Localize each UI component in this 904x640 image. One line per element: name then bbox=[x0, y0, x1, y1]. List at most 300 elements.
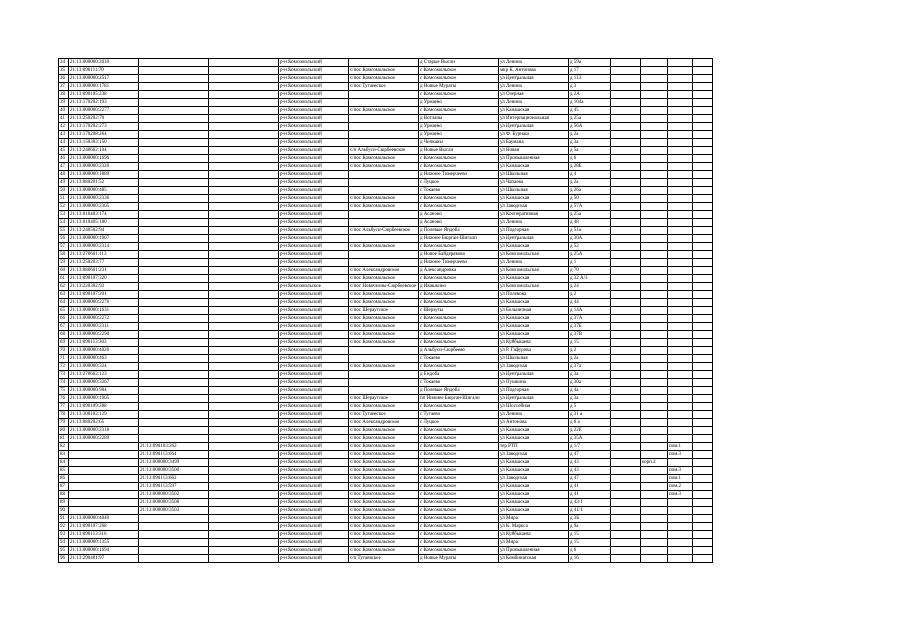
street-cell: ул Чапаева bbox=[499, 179, 569, 187]
street-cell: ул Канашская bbox=[499, 499, 569, 507]
building-cell bbox=[611, 507, 641, 515]
district-cell: р-н Комсомольский bbox=[279, 211, 349, 219]
settlement-cell: с/пос Комсомольское bbox=[349, 315, 419, 323]
district-cell: р-н Комсомольский bbox=[279, 515, 349, 523]
district-cell: р-н Комсомольский bbox=[279, 443, 349, 451]
building-cell bbox=[611, 187, 641, 195]
row-number-cell: 93 bbox=[59, 531, 69, 539]
row-number-cell: 49 bbox=[59, 179, 69, 187]
row-number-cell: 70 bbox=[59, 347, 69, 355]
premises-cadastral-cell bbox=[139, 195, 209, 203]
cadastral-number-cell: 21:13:270601:113 bbox=[69, 251, 139, 259]
house-cell: д 41 bbox=[569, 491, 611, 499]
empty-cell bbox=[209, 371, 279, 379]
apartment-cell bbox=[668, 315, 693, 323]
settlement-cell: с/пос Комсомольское bbox=[349, 331, 419, 339]
street-cell: ул Озерная bbox=[499, 91, 569, 99]
cadastral-number-cell: 21:13:000000:324 bbox=[69, 363, 139, 371]
building-cell bbox=[611, 139, 641, 147]
empty-cell bbox=[209, 395, 279, 403]
row-number-cell: 45 bbox=[59, 147, 69, 155]
street-cell: ул Комсомольская bbox=[499, 283, 569, 291]
settlement-cell: с/пос Комсомольское bbox=[349, 339, 419, 347]
building-cell bbox=[611, 291, 641, 299]
apartment-cell: пом.3 bbox=[668, 451, 693, 459]
house-cell: д 15 bbox=[569, 531, 611, 539]
empty-cell bbox=[693, 163, 713, 171]
apartment-cell bbox=[668, 107, 693, 115]
block-cell bbox=[641, 507, 668, 515]
empty-cell bbox=[209, 451, 279, 459]
empty-cell bbox=[209, 483, 279, 491]
empty-cell bbox=[693, 107, 713, 115]
building-cell bbox=[611, 203, 641, 211]
settlement-cell bbox=[349, 259, 419, 267]
cadastral-number-cell: 21:13:000000:1694 bbox=[69, 547, 139, 555]
settlement-cell: с/пос Комсомольское bbox=[349, 515, 419, 523]
empty-cell bbox=[209, 171, 279, 179]
building-cell bbox=[611, 59, 641, 67]
cadastral-number-cell: 21:13:000000:1907 bbox=[69, 235, 139, 243]
table-row bbox=[59, 507, 713, 515]
settlement-cell bbox=[349, 139, 419, 147]
settlement-cell: с/пос Комсомольское bbox=[349, 523, 419, 531]
cadastral-number-cell: 21:13:000000:2277 bbox=[69, 107, 139, 115]
building-cell bbox=[611, 235, 641, 243]
row-number-cell: 57 bbox=[59, 243, 69, 251]
premises-cadastral-cell bbox=[139, 251, 209, 259]
cadastral-number-cell: 21:13:080202:65 bbox=[69, 419, 139, 427]
empty-cell bbox=[209, 323, 279, 331]
block-cell bbox=[641, 355, 668, 363]
row-number-cell: 50 bbox=[59, 187, 69, 195]
house-cell: д 51а bbox=[569, 227, 611, 235]
empty-cell bbox=[209, 155, 279, 163]
street-cell: ул Подгорная bbox=[499, 227, 569, 235]
locality-cell: с Комсомольское bbox=[419, 315, 499, 323]
table-row bbox=[59, 259, 713, 267]
premises-cadastral-cell bbox=[139, 91, 209, 99]
building-cell bbox=[611, 339, 641, 347]
block-cell bbox=[641, 115, 668, 123]
table-row bbox=[59, 379, 713, 387]
settlement-cell: с/пос Комсомольское bbox=[349, 507, 419, 515]
table-row bbox=[59, 163, 713, 171]
premises-cadastral-cell bbox=[139, 323, 209, 331]
settlement-cell: с/пос Комсомольское bbox=[349, 459, 419, 467]
empty-cell bbox=[209, 275, 279, 283]
street-cell: ул Ленина bbox=[499, 411, 569, 419]
street-cell: ул Центральная bbox=[499, 395, 569, 403]
apartment-cell bbox=[668, 403, 693, 411]
building-cell bbox=[611, 459, 641, 467]
locality-cell: с Комсомольское bbox=[419, 483, 499, 491]
settlement-cell bbox=[349, 347, 419, 355]
street-cell: ул Школьная bbox=[499, 171, 569, 179]
premises-cadastral-cell bbox=[139, 75, 209, 83]
cadastral-number-cell: 21:13:270602:123 bbox=[69, 371, 139, 379]
locality-cell: с Комсомольское bbox=[419, 155, 499, 163]
cadastral-number-cell: 21:13:000000:485 bbox=[69, 187, 139, 195]
building-cell bbox=[611, 363, 641, 371]
district-cell: р-н Комсомольский bbox=[279, 539, 349, 547]
building-cell bbox=[611, 275, 641, 283]
table-row bbox=[59, 307, 713, 315]
cadastral-number-cell: 21:13:090113:303 bbox=[69, 339, 139, 347]
locality-cell: д Ендоба bbox=[419, 371, 499, 379]
empty-cell bbox=[693, 523, 713, 531]
house-cell: д 16 bbox=[569, 555, 611, 563]
empty-cell bbox=[693, 459, 713, 467]
block-cell bbox=[641, 75, 668, 83]
premises-cadastral-cell bbox=[139, 371, 209, 379]
district-cell: р-н Комсомольский bbox=[279, 315, 349, 323]
locality-cell: д Новые Мураты bbox=[419, 555, 499, 563]
house-cell: д 57А bbox=[569, 203, 611, 211]
table-row bbox=[59, 555, 713, 563]
settlement-cell: с/пос Комсомольское bbox=[349, 291, 419, 299]
apartment-cell bbox=[668, 171, 693, 179]
house-cell: д 3а bbox=[569, 395, 611, 403]
row-number-cell: 35 bbox=[59, 67, 69, 75]
empty-cell bbox=[693, 339, 713, 347]
row-number-cell: 77 bbox=[59, 403, 69, 411]
row-number-cell: 81 bbox=[59, 435, 69, 443]
block-cell bbox=[641, 99, 668, 107]
apartment-cell bbox=[668, 227, 693, 235]
locality-cell: д Нижнее Бюрган-Шигали bbox=[419, 235, 499, 243]
empty-cell bbox=[693, 75, 713, 83]
block-cell bbox=[641, 91, 668, 99]
block-cell bbox=[641, 307, 668, 315]
settlement-cell: с/пос Александровское bbox=[349, 419, 419, 427]
cadastral-number-cell: 21:13:000000:2517 bbox=[69, 75, 139, 83]
street-cell: ул Антонова bbox=[499, 419, 569, 427]
cadastral-number-cell: 21:13:090107:320 bbox=[69, 275, 139, 283]
house-cell: д 43/1 bbox=[569, 499, 611, 507]
empty-cell bbox=[209, 331, 279, 339]
empty-cell bbox=[209, 435, 279, 443]
cadastral-number-cell bbox=[69, 491, 139, 499]
house-cell: д 48 bbox=[569, 219, 611, 227]
building-cell bbox=[611, 243, 641, 251]
locality-cell: д Новое Байдеряково bbox=[419, 251, 499, 259]
settlement-cell: с/пос Комсомольское bbox=[349, 483, 419, 491]
house-cell: д 15 bbox=[569, 539, 611, 547]
apartment-cell bbox=[668, 243, 693, 251]
house-cell: д 32 А/3 bbox=[569, 275, 611, 283]
building-cell bbox=[611, 547, 641, 555]
apartment-cell bbox=[668, 323, 693, 331]
settlement-cell: с/пос Александровское bbox=[349, 267, 419, 275]
empty-cell bbox=[693, 99, 713, 107]
street-cell: мкр К. Антонова bbox=[499, 67, 569, 75]
apartment-cell bbox=[668, 379, 693, 387]
district-cell: р-н Комсомольский bbox=[279, 547, 349, 555]
empty-cell bbox=[693, 203, 713, 211]
settlement-cell: с/пос Комсомольское bbox=[349, 451, 419, 459]
building-cell bbox=[611, 195, 641, 203]
apartment-cell bbox=[668, 267, 693, 275]
empty-cell bbox=[209, 227, 279, 235]
apartment-cell bbox=[668, 203, 693, 211]
locality-cell: с Комсомольское bbox=[419, 91, 499, 99]
street-cell: ул Канашская bbox=[499, 435, 569, 443]
empty-cell bbox=[693, 235, 713, 243]
district-cell: р-н Комсомольский bbox=[279, 331, 349, 339]
premises-cadastral-cell bbox=[139, 531, 209, 539]
apartment-cell bbox=[668, 371, 693, 379]
building-cell bbox=[611, 315, 641, 323]
empty-cell bbox=[209, 115, 279, 123]
house-cell: д 5а bbox=[569, 147, 611, 155]
empty-cell bbox=[693, 59, 713, 67]
table-row bbox=[59, 267, 713, 275]
settlement-cell bbox=[349, 219, 419, 227]
locality-cell: с Луцкое bbox=[419, 179, 499, 187]
house-cell: д 37а bbox=[569, 363, 611, 371]
cadastral-number-cell: 21:13:000000:2010 bbox=[69, 59, 139, 67]
locality-cell: д Новые Мураты bbox=[419, 83, 499, 91]
street-cell: ул К. Маркса bbox=[499, 523, 569, 531]
cadastral-number-cell: 21:13:000000:1905 bbox=[69, 395, 139, 403]
cadastral-number-cell: 21:13:170202:273 bbox=[69, 123, 139, 131]
locality-cell: с Комсомольское bbox=[419, 291, 499, 299]
row-number-cell: 73 bbox=[59, 371, 69, 379]
block-cell bbox=[641, 67, 668, 75]
locality-cell: с Комсомольское bbox=[419, 547, 499, 555]
block-cell bbox=[641, 475, 668, 483]
block-cell bbox=[641, 211, 668, 219]
house-cell: д 6 bbox=[569, 547, 611, 555]
row-number-cell: 43 bbox=[59, 131, 69, 139]
empty-cell bbox=[209, 459, 279, 467]
empty-cell bbox=[693, 443, 713, 451]
house-cell: д 43 bbox=[569, 467, 611, 475]
house-cell: д 104а bbox=[569, 99, 611, 107]
row-number-cell: 47 bbox=[59, 163, 69, 171]
row-number-cell: 63 bbox=[59, 291, 69, 299]
block-cell bbox=[641, 155, 668, 163]
district-cell: р-н Комсомольский bbox=[279, 227, 349, 235]
table-row bbox=[59, 483, 713, 491]
block-cell bbox=[641, 267, 668, 275]
empty-cell bbox=[693, 451, 713, 459]
house-cell: д 37В bbox=[569, 331, 611, 339]
building-cell bbox=[611, 403, 641, 411]
settlement-cell: с/пос Комсомольское bbox=[349, 107, 419, 115]
premises-cadastral-cell bbox=[139, 539, 209, 547]
empty-cell bbox=[693, 171, 713, 179]
row-number-cell: 91 bbox=[59, 515, 69, 523]
empty-cell bbox=[209, 243, 279, 251]
block-cell bbox=[641, 59, 668, 67]
cadastral-number-cell: 21:13:240602:104 bbox=[69, 147, 139, 155]
cadastral-number-cell: 21:13:000000:463 bbox=[69, 355, 139, 363]
street-cell: ул Р. Гафурова bbox=[499, 347, 569, 355]
settlement-cell: с/пос Комсомольское bbox=[349, 363, 419, 371]
street-cell: ул Интернациональная bbox=[499, 115, 569, 123]
house-cell: д 3а bbox=[569, 371, 611, 379]
settlement-cell bbox=[349, 131, 419, 139]
building-cell bbox=[611, 307, 641, 315]
empty-cell bbox=[209, 307, 279, 315]
empty-cell bbox=[209, 427, 279, 435]
locality-cell: д Полевые Яндоба bbox=[419, 387, 499, 395]
premises-cadastral-cell bbox=[139, 219, 209, 227]
cadastral-number-cell bbox=[69, 499, 139, 507]
empty-cell bbox=[209, 379, 279, 387]
premises-cadastral-cell: 21:13:090113:597 bbox=[139, 483, 209, 491]
building-cell bbox=[611, 75, 641, 83]
district-cell: р-н Комсомольский bbox=[279, 467, 349, 475]
house-cell: д 52 bbox=[569, 243, 611, 251]
street-cell: ул Заводская bbox=[499, 203, 569, 211]
street-cell: ул Заводская bbox=[499, 363, 569, 371]
empty-cell bbox=[209, 315, 279, 323]
empty-cell bbox=[209, 491, 279, 499]
settlement-cell bbox=[349, 251, 419, 259]
house-cell: д 70 bbox=[569, 267, 611, 275]
row-number-cell: 65 bbox=[59, 307, 69, 315]
building-cell bbox=[611, 371, 641, 379]
empty-cell bbox=[693, 411, 713, 419]
district-cell: р-н Комсомольский bbox=[279, 523, 349, 531]
locality-cell: с Комсомольское bbox=[419, 467, 499, 475]
premises-cadastral-cell bbox=[139, 227, 209, 235]
block-cell: корп.2 bbox=[641, 459, 668, 467]
street-cell: ул Канашская bbox=[499, 163, 569, 171]
row-number-cell: 69 bbox=[59, 339, 69, 347]
apartment-cell: пом.1 bbox=[668, 475, 693, 483]
locality-cell: д Асаново bbox=[419, 211, 499, 219]
locality-cell: с Токаево bbox=[419, 379, 499, 387]
street-cell: ул Канашская bbox=[499, 331, 569, 339]
district-cell: р-н Комсомольский bbox=[279, 155, 349, 163]
street-cell: ул Канашская bbox=[499, 315, 569, 323]
building-cell bbox=[611, 211, 641, 219]
empty-cell bbox=[209, 355, 279, 363]
empty-cell bbox=[693, 91, 713, 99]
settlement-cell: с/п Альбуси-Сюрбеевское bbox=[349, 147, 419, 155]
table-row bbox=[59, 275, 713, 283]
locality-cell: с Комсомольское bbox=[419, 459, 499, 467]
settlement-cell: с/пос Комсомольское bbox=[349, 427, 419, 435]
empty-cell bbox=[209, 251, 279, 259]
settlement-cell bbox=[349, 379, 419, 387]
building-cell bbox=[611, 83, 641, 91]
locality-cell: с Комсомольское bbox=[419, 491, 499, 499]
locality-cell: с Комсомольское bbox=[419, 451, 499, 459]
row-number-cell: 71 bbox=[59, 355, 69, 363]
street-cell: ул Комсомольская bbox=[499, 251, 569, 259]
empty-cell bbox=[209, 219, 279, 227]
building-cell bbox=[611, 531, 641, 539]
row-number-cell: 76 bbox=[59, 395, 69, 403]
premises-cadastral-cell bbox=[139, 131, 209, 139]
locality-cell: д Асаново bbox=[419, 219, 499, 227]
apartment-cell bbox=[668, 555, 693, 563]
apartment-cell bbox=[668, 355, 693, 363]
row-number-cell: 55 bbox=[59, 227, 69, 235]
row-number-cell: 61 bbox=[59, 275, 69, 283]
cadastral-number-cell: 21:13:220302:93 bbox=[69, 283, 139, 291]
empty-cell bbox=[209, 139, 279, 147]
premises-cadastral-cell bbox=[139, 115, 209, 123]
building-cell bbox=[611, 419, 641, 427]
cadastral-number-cell: 21:13:010403:174 bbox=[69, 211, 139, 219]
building-cell bbox=[611, 395, 641, 403]
cadastral-number-cell: 21:13:090107:201 bbox=[69, 291, 139, 299]
table-row bbox=[59, 475, 713, 483]
locality-cell: с Токаево bbox=[419, 187, 499, 195]
apartment-cell bbox=[668, 411, 693, 419]
premises-cadastral-cell bbox=[139, 83, 209, 91]
apartment-cell bbox=[668, 59, 693, 67]
building-cell bbox=[611, 515, 641, 523]
table-row bbox=[59, 123, 713, 131]
row-number-cell: 90 bbox=[59, 507, 69, 515]
premises-cadastral-cell bbox=[139, 235, 209, 243]
apartment-cell bbox=[668, 75, 693, 83]
settlement-cell: с/п Тугаевское bbox=[349, 555, 419, 563]
district-cell: р-н Комсомольский bbox=[279, 307, 349, 315]
district-cell: р-н Комсомольский bbox=[279, 483, 349, 491]
premises-cadastral-cell bbox=[139, 171, 209, 179]
district-cell: р-н Комсомольский bbox=[279, 291, 349, 299]
empty-cell bbox=[693, 259, 713, 267]
district-cell: р-н Комсомольский bbox=[279, 435, 349, 443]
block-cell bbox=[641, 219, 668, 227]
district-cell: р-н Комсомольский bbox=[279, 299, 349, 307]
row-number-cell: 51 bbox=[59, 195, 69, 203]
empty-cell bbox=[209, 59, 279, 67]
apartment-cell bbox=[668, 67, 693, 75]
street-cell: ул Подгорная bbox=[499, 387, 569, 395]
block-cell bbox=[641, 443, 668, 451]
empty-cell bbox=[693, 131, 713, 139]
table-row bbox=[59, 387, 713, 395]
empty-cell bbox=[209, 75, 279, 83]
empty-cell bbox=[209, 99, 279, 107]
building-cell bbox=[611, 147, 641, 155]
apartment-cell bbox=[668, 275, 693, 283]
empty-cell bbox=[693, 147, 713, 155]
apartment-cell bbox=[668, 395, 693, 403]
empty-cell bbox=[693, 115, 713, 123]
empty-cell bbox=[209, 299, 279, 307]
district-cell: р-н Комсомольский bbox=[279, 171, 349, 179]
apartment-cell bbox=[668, 99, 693, 107]
empty-cell bbox=[209, 259, 279, 267]
empty-cell bbox=[209, 163, 279, 171]
row-number-cell: 48 bbox=[59, 171, 69, 179]
block-cell bbox=[641, 147, 668, 155]
empty-cell bbox=[209, 123, 279, 131]
empty-cell bbox=[693, 315, 713, 323]
apartment-cell bbox=[668, 187, 693, 195]
house-cell: д 17 bbox=[569, 67, 611, 75]
premises-cadastral-cell bbox=[139, 187, 209, 195]
empty-cell bbox=[693, 475, 713, 483]
street-cell: ул Баумана bbox=[499, 139, 569, 147]
table-row bbox=[59, 459, 713, 467]
table-row bbox=[59, 171, 713, 179]
premises-cadastral-cell bbox=[139, 59, 209, 67]
premises-cadastral-cell: 21:13:090103:262 bbox=[139, 443, 209, 451]
empty-cell bbox=[209, 147, 279, 155]
locality-cell: с Луцкое bbox=[419, 419, 499, 427]
